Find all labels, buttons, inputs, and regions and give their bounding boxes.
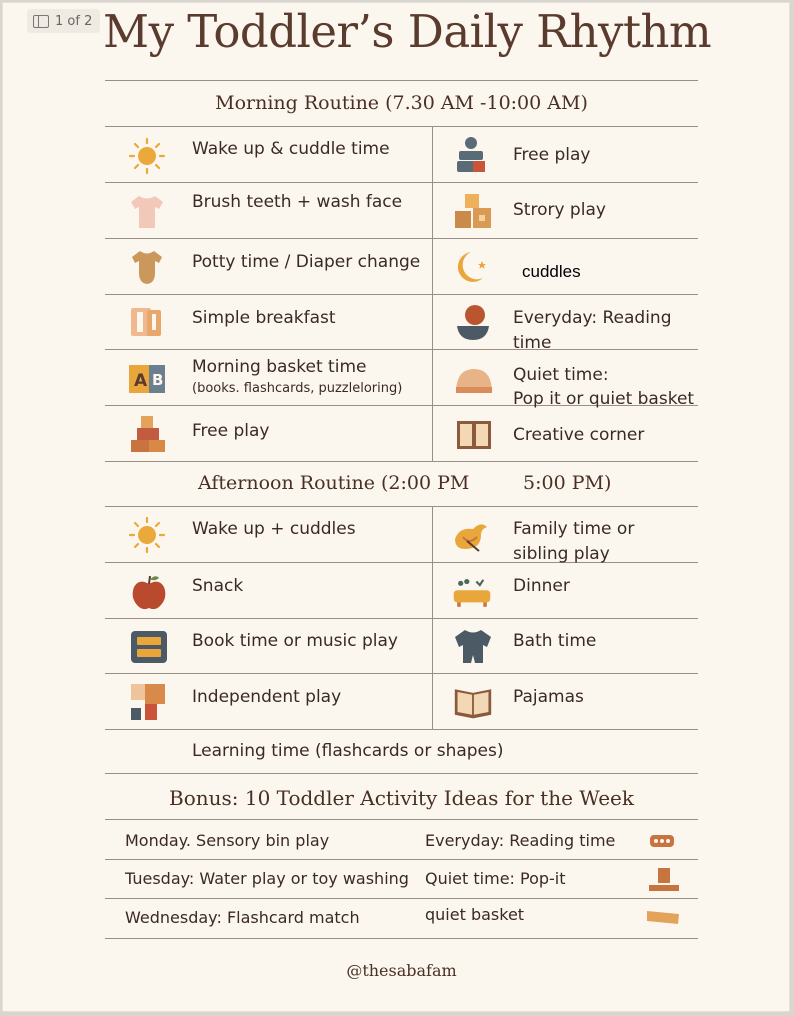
stacked-block-icon (647, 867, 681, 893)
dome-icon (454, 361, 494, 401)
learning-time-row: Learning time (flashcards or shapes) (192, 741, 504, 761)
bowl-ball-icon (453, 302, 493, 342)
shirt-icon (127, 192, 167, 232)
morning-left-3-label: Potty time / Diaper change (192, 252, 421, 272)
divider (105, 618, 698, 619)
morning-left-5-sub: (books. flashcards, puzzleloring) (192, 381, 403, 396)
boxes-icon (453, 191, 493, 231)
afternoon-right-1-label2: sibling play (513, 544, 610, 564)
sun-icon (127, 515, 167, 555)
page-indicator-text: 1 of 2 (55, 13, 93, 29)
divider (105, 729, 698, 730)
morning-right-2-label: Strory play (513, 200, 606, 220)
document-page (2, 2, 790, 1012)
toy-bus-icon (649, 832, 675, 850)
plank-icon (645, 908, 681, 926)
bonus-row-3-left: Wednesday: Flashcard match (125, 908, 360, 927)
afternoon-left-1-label: Wake up + cuddles (192, 519, 356, 539)
page-title: My Toddler’s Daily Rhythm (103, 5, 712, 58)
morning-right-4-label: Everyday: Reading (513, 308, 672, 328)
afternoon-right-1-label: Family time or (513, 519, 635, 539)
onesie-icon (127, 247, 167, 287)
divider (105, 859, 698, 860)
bonus-row-3-right: quiet basket (425, 905, 525, 924)
bird-icon (451, 515, 491, 555)
morning-right-4-label2: time (513, 333, 552, 353)
afternoon-heading-start: Afternoon Routine (2:00 PM (198, 472, 470, 494)
divider (105, 80, 698, 81)
divider (105, 506, 698, 507)
morning-right-1-label: Free play (513, 145, 591, 165)
blocks-icon (127, 414, 167, 454)
divider (105, 673, 698, 674)
alphabet-block-icon (127, 359, 167, 399)
divider (105, 773, 698, 774)
morning-left-1-label: Wake up & cuddle time (192, 139, 390, 159)
bonus-row-1-right: Everyday: Reading time (425, 831, 616, 850)
radio-icon (129, 627, 169, 667)
afternoon-heading-end: 5:00 PM) (523, 472, 612, 494)
svg-text:A: A (134, 371, 148, 391)
morning-left-4-label: Simple breakfast (192, 308, 336, 328)
afternoon-left-2-label: Snack (192, 576, 244, 596)
footer-handle: @thesabafam (346, 961, 457, 980)
book-icon (453, 682, 493, 722)
divider (105, 349, 698, 350)
column-divider (432, 126, 433, 461)
afternoon-right-2-label: Dinner (513, 576, 570, 596)
column-divider (432, 506, 433, 729)
morning-right-3-label: cuddles (522, 262, 581, 281)
puzzle-icon (129, 682, 169, 722)
morning-left-6-label: Free play (192, 421, 270, 441)
afternoon-right-3-label: Bath time (513, 631, 597, 651)
pajama-icon (453, 627, 493, 667)
divider (105, 819, 698, 820)
svg-text:B: B (152, 371, 164, 389)
afternoon-left-3-label: Book time or music play (192, 631, 398, 651)
divider (105, 182, 698, 183)
apple-icon (129, 572, 169, 612)
bonus-heading: Bonus: 10 Toddler Activity Ideas for the Week (169, 786, 634, 810)
moon-icon (449, 248, 489, 288)
afternoon-left-4-label: Independent play (192, 687, 342, 707)
divider (105, 461, 698, 462)
divider (105, 294, 698, 295)
stacker-icon (451, 134, 491, 174)
morning-right-6-label: Creative corner (513, 425, 645, 445)
divider (105, 238, 698, 239)
divider (105, 126, 698, 127)
bathtub-icon (452, 572, 492, 612)
afternoon-right-4-label: Pajamas (513, 687, 584, 707)
open-book-icon (454, 415, 494, 455)
morning-right-5-label2: Pop it or quiet basket (513, 389, 695, 409)
morning-right-5-label: Quiet time: (513, 365, 609, 385)
sun-icon (127, 136, 167, 176)
divider (105, 898, 698, 899)
morning-left-5-label: Morning basket time (192, 357, 367, 377)
bonus-row-2-left: Tuesday: Water play or toy washing (125, 869, 409, 888)
morning-left-2-label: Brush teeth + wash face (192, 192, 403, 212)
divider (105, 938, 698, 939)
morning-heading: Morning Routine (7.30 AM -10:00 AM) (215, 92, 588, 114)
breakfast-icon (127, 302, 167, 342)
page-icon (33, 15, 49, 28)
page-indicator[interactable] (27, 9, 100, 33)
bonus-row-2-right: Quiet time: Pop-it (425, 869, 566, 888)
bonus-row-1-left: Monday. Sensory bin play (125, 831, 330, 850)
